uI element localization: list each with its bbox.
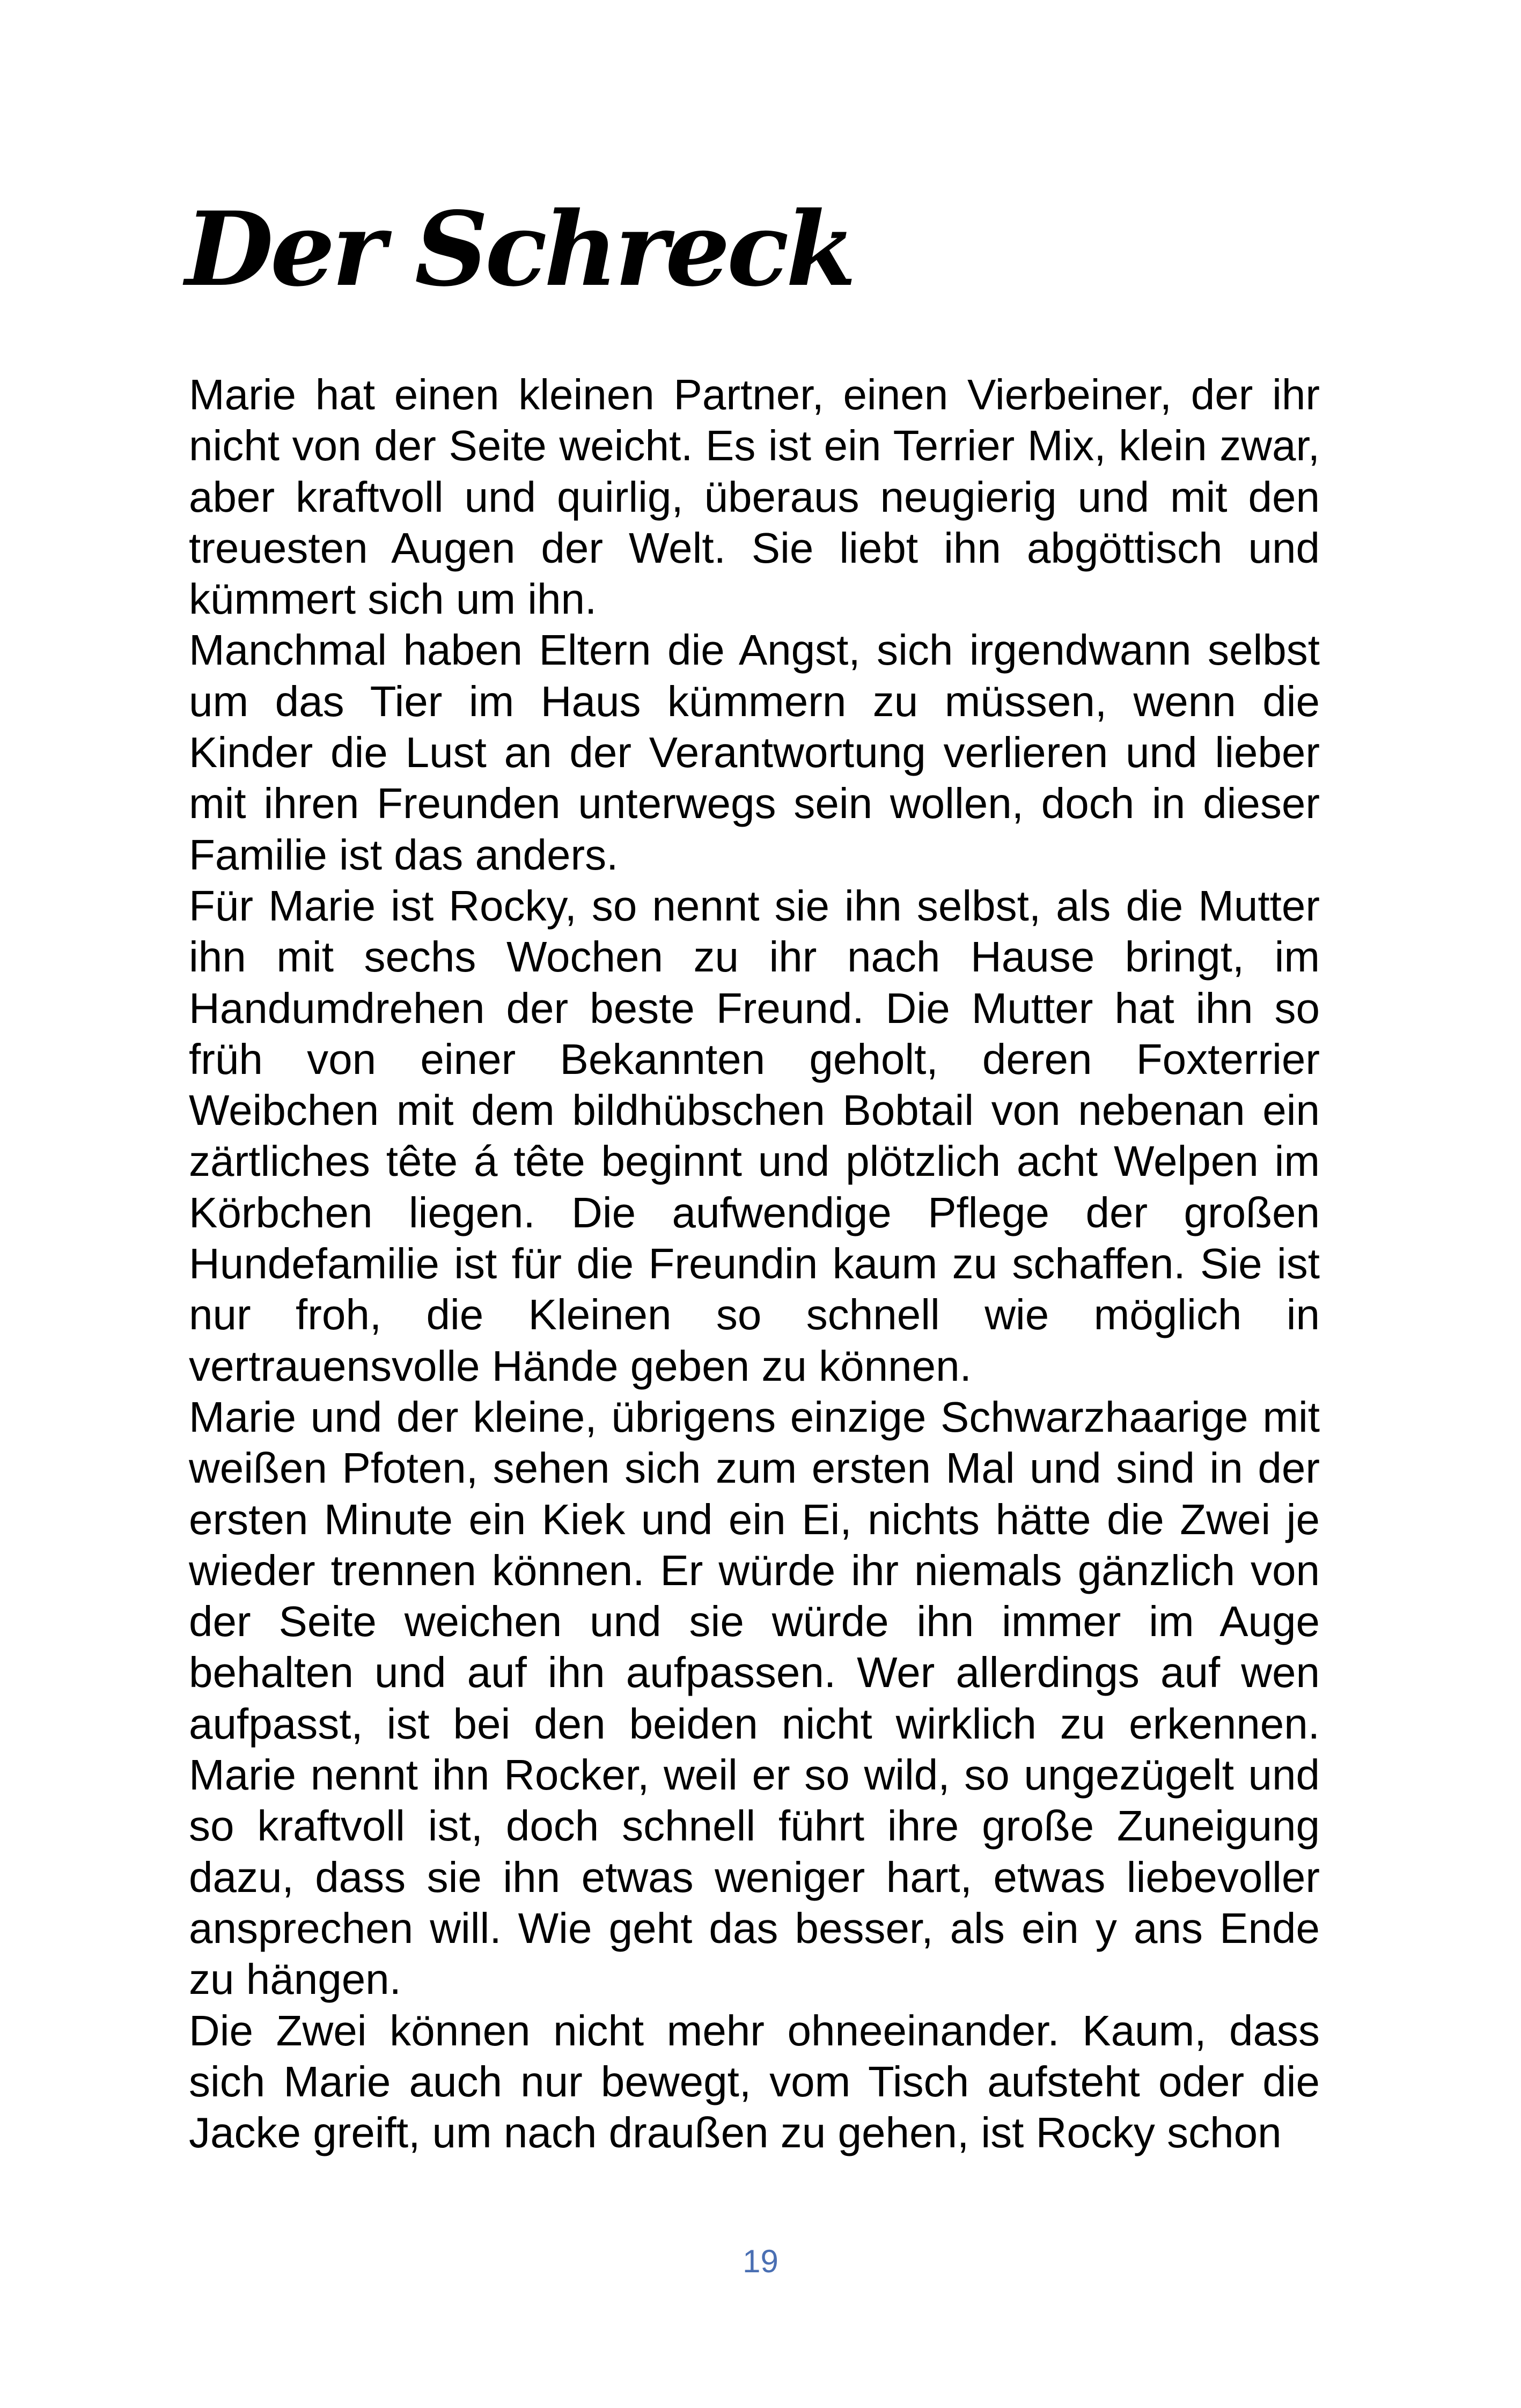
page-number: 19 [743, 2243, 778, 2279]
body-text [189, 369, 1320, 2158]
paragraph: Manchmal haben Eltern die Angst, sich irgendwann selbst um das Tier im Haus kümmern zu müssen, wenn die Kinder die Lust an der Verantwortung verlieren und lieber mit ihren Freunden unterwegs sein wollen, doch in dieser Familie ist das anders. [189, 626, 1320, 879]
paragraph: Marie und der kleine, übrigens einzige Schwarzhaarige mit weißen Pfoten, sehen sich zum ersten Mal und sind in der ersten Minute ein Kiek und ein Ei, nichts hätte die Zwei je wieder trennen können. Er würde ihr niemals gänzlich von der Seite weichen und sie würde ihn immer im Auge behalten und auf ihn aufpassen. Wer allerdings auf wen aufpasst, ist bei den beiden nicht wirklich zu erkennen. Marie nennt ihn Rocker, weil er so wild, so ungezügelt und so kraftvoll ist, doch schnell führt ihre große Zuneigung dazu, dass sie ihn etwas weniger hart, etwas liebevoller ansprechen will. Wie geht das besser, als ein y ans Ende zu hängen. [189, 1393, 1320, 2004]
paragraph: Marie hat einen kleinen Partner, einen Vierbeiner, der ihr nicht von der Seite weicht. Es ist ein Terrier Mix, klein zwar, aber kraftvoll und quirlig, überaus neugierig und mit den treuesten Augen der Welt. Sie liebt ihn abgöttisch und kümmert sich um ihn. [189, 371, 1320, 623]
paragraph: Für Marie ist Rocky, so nennt sie ihn selbst, als die Mutter ihn mit sechs Wochen zu ihr nach Hause bringt, im Handumdrehen der beste Freund. Die Mutter hat ihn so früh von einer Bekannten geholt, deren Foxterrier Weibchen mit dem bildhübschen Bobtail von nebenan ein zärtliches tête á tête beginnt und plötzlich acht Welpen im Körbchen liegen. Die aufwendige Pflege der großen Hundefamilie ist für die Freundin kaum zu schaffen. Sie ist nur froh, die Kleinen so schnell wie möglich in vertrauensvolle Hände geben zu können. [189, 881, 1320, 1390]
chapter-title: Der Schreck [185, 189, 854, 309]
paragraph: Die Zwei können nicht mehr ohneeinander. Kaum, dass sich Marie auch nur bewegt, vom Tisch aufsteht oder die Jacke greift, um nach draußen zu gehen, ist Rocky schon [189, 2006, 1320, 2157]
